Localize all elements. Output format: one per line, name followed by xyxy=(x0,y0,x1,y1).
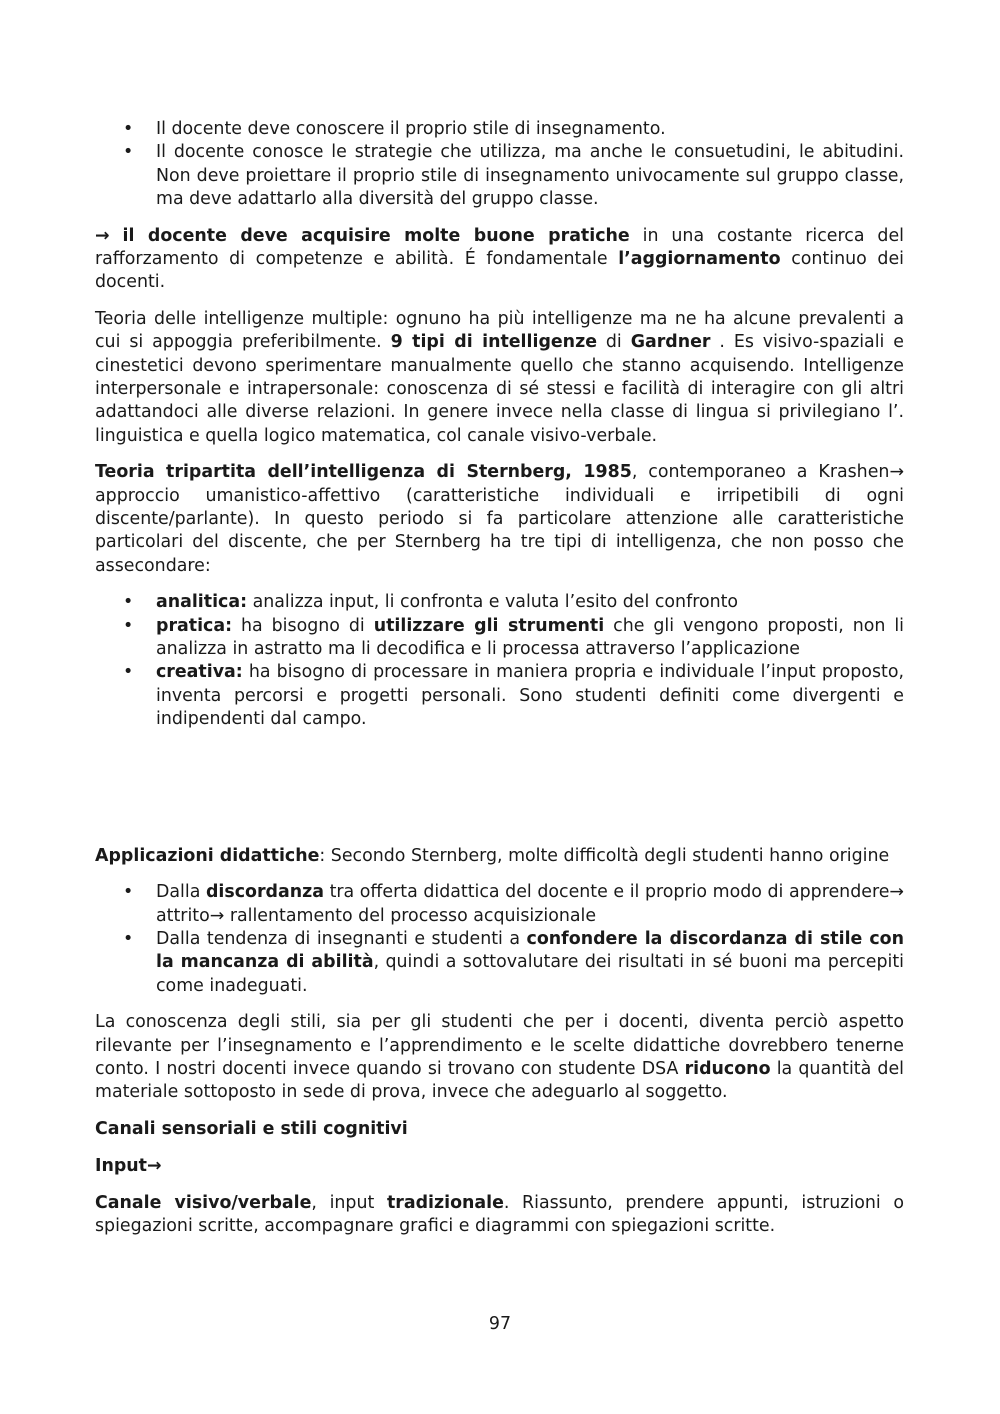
arrow-icon: → xyxy=(95,225,110,246)
intelligence-types-list xyxy=(95,591,904,731)
sternberg-paragraph: Teoria tripartita dell’intelligenza di Sternberg, 1985, contemporaneo a Krashen→ approccio umanistico-affettivo (caratteristiche individuali e irripetibili di ogni discente/parlante). In questo periodo si fa particolare attenzione alle caratteristiche particolari del discente, che per Sternberg ha tre tipi di intelligenza, che non posso che assecondare: xyxy=(95,462,905,576)
section-heading-channels: Canali sensoriali e stili cognitivi xyxy=(95,1119,408,1140)
list-item: • Il docente deve conoscere il proprio stile di insegnamento. xyxy=(156,118,904,141)
applications-paragraph: Applicazioni didattiche: Secondo Sternberg, molte difficoltà degli studenti hanno origine xyxy=(95,845,890,866)
list-item: • Il docente conosce le strategie che utilizza, ma anche le consuetudini, le abitudini. Non deve proiettare il proprio stile di insegnamento univocamente sul gruppo classe, ma deve adattarlo alla diversità del gruppo classe. xyxy=(156,141,904,211)
blank-gap xyxy=(95,745,904,845)
list-item: • Dalla tendenza di insegnanti e studenti a confondere la discordanza di stile con la mancanza di abilità, quindi a sottovalutare dei risultati in sé buoni ma percepiti come inadeguati. xyxy=(156,928,904,998)
list-item: • Dalla discordanza tra offerta didattica del docente e il proprio modo di apprendere→ attrito→ rallentamento del processo acquisizionale xyxy=(156,881,904,928)
arrow-icon: → xyxy=(147,1155,162,1176)
section-heading-input: Input→ xyxy=(95,1155,162,1176)
practice-paragraph: → il docente deve acquisire molte buone pratiche in una costante ricerca del rafforzamento di competenze e abilità. É fondamentale l’aggiornamento continuo dei docenti. xyxy=(95,225,904,293)
arrow-icon: → xyxy=(209,905,225,926)
arrow-icon: → xyxy=(889,462,905,483)
list-item: • pratica: ha bisogno di utilizzare gli strumenti che gli vengono proposti, non li analizza in astratto ma li decodifica e li processa attraverso l’applicazione xyxy=(156,615,904,662)
list-item: • analitica: analizza input, li confronta e valuta l’esito del confronto xyxy=(156,591,904,614)
applications-bullet-list xyxy=(95,881,904,997)
page-content xyxy=(95,118,904,1252)
visual-channel-paragraph: Canale visivo/verbale, input tradizionale. Riassunto, prendere appunti, istruzioni o spiegazioni scritte, accompagnare grafici e diagrammi con spiegazioni scritte. xyxy=(95,1192,904,1236)
teacher-bullet-list xyxy=(95,118,904,211)
styles-paragraph: La conoscenza degli stili, sia per gli studenti che per i docenti, diventa perciò aspetto rilevante per l’insegnamento e l’apprendimento e le scelte didattiche dovrebbero tenerne conto. I nostri docenti invece quando si trovano con studente DSA riducono la quantità del materiale sottoposto in sede di prova, invece che adeguarlo al soggetto. xyxy=(95,1012,905,1103)
arrow-icon: → xyxy=(889,882,904,903)
page-number: 97 xyxy=(488,1314,512,1334)
gardner-paragraph: Teoria delle intelligenze multiple: ognuno ha più intelligenze ma ne ha alcune prevalenti a cui si appoggia preferibilmente. 9 tipi di intelligenze di Gardner . Es visivo-spaziali e cinestetici devono sperimentare manualmente quello che stanno acquisendo. Intelligenze interpersonale e intrapersonale: conoscenza di sé stessi e facilità di interagire con gli altri adattandoci alle diverse relazioni. In genere invece nella classe di lingua si privilegiano l’. linguistica e quella logico matematica, col canale visivo-verbale. xyxy=(95,309,904,446)
list-item: • creativa: ha bisogno di processare in maniera propria e individuale l’input proposto, inventa percorsi e progetti personali. Sono studenti definiti come divergenti e indipendenti dal campo. xyxy=(156,661,904,731)
